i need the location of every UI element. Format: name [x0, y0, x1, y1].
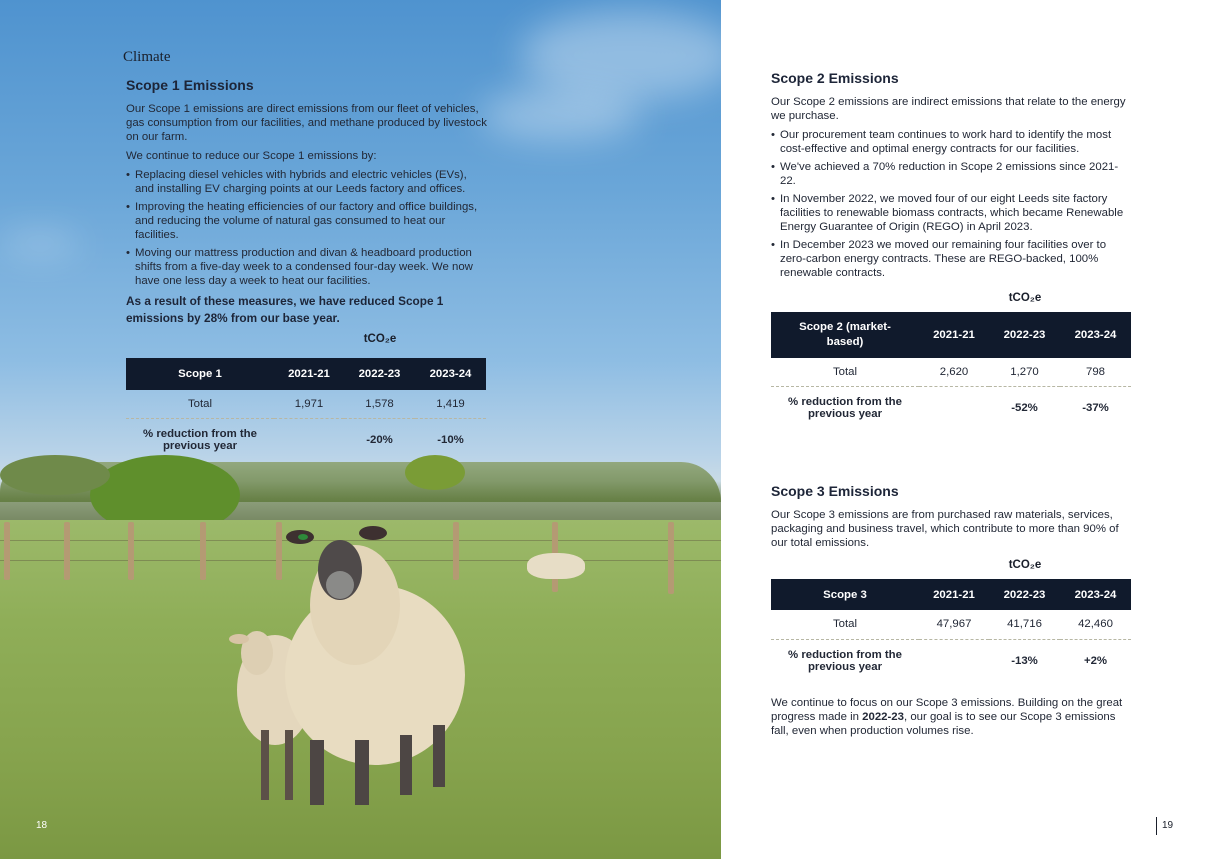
scope1-bullet-list [126, 168, 488, 288]
table-header-cell: 2022-23 [1003, 588, 1046, 601]
scope2-table [771, 312, 1131, 430]
scope1-unit: tCO₂e [363, 333, 397, 345]
table-header-cell: 2022-23 [1003, 329, 1046, 341]
distant-sheep [527, 553, 585, 579]
scope3-closing-bold: 2022-23 [862, 711, 904, 723]
scope2-intro: Our Scope 2 emissions are indirect emissions that relate to the energy we purchase. [771, 96, 1126, 122]
table-header-cell: 2022-23 [358, 368, 401, 380]
table-cell: -20% [366, 434, 393, 447]
scope1-bullet: • Improving the heating efficiencies of our factory and office buildings, and reducing the volume of natural gas consumed to heat our facilities. [126, 200, 488, 242]
scope1-section [126, 77, 488, 327]
table-cell: -13% [1011, 655, 1038, 668]
table-cell: Total [771, 610, 919, 639]
table-cell: 42,460 [1060, 610, 1131, 639]
table-row [771, 386, 1131, 430]
scope3-closing-pre: We continue to focus on our Scope 3 emissions. Building on the great progress made in [771, 697, 1123, 723]
table-cell: 1,971 [274, 390, 344, 418]
table-cell [274, 418, 344, 462]
scope2-bullet: • In November 2022, we moved four of our eight Leeds site factory facilities to renewable biomass contracts, which became Renewable Energy Guarantee of Origin (REGO) in April 2023. [771, 192, 1131, 234]
table-cell: +2% [1083, 655, 1108, 668]
table-row [126, 418, 486, 462]
scope3-closing-post: , our goal is to see our Scope 3 emissions fall, even when production volumes rise. [771, 711, 1116, 737]
table-cell [919, 386, 989, 430]
scope1-intro: Our Scope 1 emissions are direct emissions from our fleet of vehicles, gas consumption from our facilities, and methane produced by livestock on our farm. [126, 103, 487, 143]
table-cell: 1,419 [415, 390, 486, 418]
scope2-heading: Scope 2 Emissions [771, 70, 899, 86]
scope2-bullet: • Our procurement team continues to work hard to identify the most cost-effective and optimal energy contracts for our facilities. [771, 128, 1131, 156]
scope1-bullet: • Moving our mattress production and divan & headboard production shifts from a five-day week to a condensed four-day week. We now have one less day a week to heat our facilities. [126, 246, 488, 288]
table-header-cell: 2021-21 [933, 588, 975, 601]
table-cell: % reduction from the previous year [788, 396, 902, 421]
page-number-left: 18 [36, 820, 48, 831]
table-header-cell: 2023-24 [1074, 329, 1117, 341]
table-header-cell: 2021-21 [288, 368, 330, 380]
scope2-bullet: • In December 2023 we moved our remaining four facilities over to zero-carbon energy contracts. These are REGO-backed, 100% renewable contracts. [771, 238, 1131, 280]
scope1-bullet: • Replacing diesel vehicles with hybrids and electric vehicles (EVs), and installing EV charging points at our Leeds factory and offices. [126, 168, 488, 196]
table-cell: 1,270 [989, 358, 1060, 386]
table-row [771, 610, 1131, 639]
table-cell: 798 [1060, 358, 1131, 386]
table-header-cell: 2023-24 [1074, 588, 1117, 601]
table-cell: -10% [437, 434, 464, 447]
table-row [771, 358, 1131, 386]
table-cell: Total [126, 390, 274, 418]
scope3-table [771, 579, 1131, 683]
scope1-table [126, 358, 486, 462]
table-cell: 2,620 [919, 358, 989, 386]
scope1-result: As a result of these measures, we have reduced Scope 1 emissions by 28% from our base year. [126, 294, 444, 325]
table-header-cell: Scope 1 [178, 368, 222, 380]
sheep-illustration [205, 515, 475, 815]
scope3-unit: tCO₂e [1008, 559, 1042, 571]
scope3-intro: Our Scope 3 emissions are from purchased raw materials, services, packaging and business travel, which contribute to more than 90% of our total emissions. [771, 509, 1119, 549]
scope2-unit: tCO₂e [1008, 292, 1042, 304]
table-header-cell: Scope 3 [823, 588, 867, 601]
table-cell: Total [771, 358, 919, 386]
table-cell: % reduction from the previous year [143, 428, 257, 453]
scope3-closing [771, 696, 1131, 738]
scope2-section [771, 70, 1131, 285]
scope3-section [771, 483, 1131, 555]
table-row [126, 390, 486, 418]
scope3-heading: Scope 3 Emissions [771, 483, 899, 499]
table-header-cell: 2021-21 [933, 329, 975, 341]
page-number-right: 19 [1156, 817, 1173, 835]
table-cell: -37% [1082, 402, 1109, 415]
table-header-cell: Scope 2 (market-based) [799, 321, 891, 348]
table-row [771, 639, 1131, 683]
scope1-lead: We continue to reduce our Scope 1 emissions by: [126, 150, 377, 162]
table-header-cell: 2023-24 [429, 368, 472, 380]
table-cell: -52% [1011, 402, 1038, 415]
table-cell: 1,578 [344, 390, 415, 418]
scope2-bullet: • We've achieved a 70% reduction in Scope 2 emissions since 2021-22. [771, 160, 1131, 188]
table-cell: % reduction from the previous year [788, 649, 902, 674]
table-cell: 41,716 [989, 610, 1060, 639]
scope2-bullet-list [771, 128, 1131, 280]
table-cell [919, 639, 989, 683]
section-label: Climate [123, 49, 171, 65]
scope1-heading: Scope 1 Emissions [126, 77, 254, 93]
table-cell: 47,967 [919, 610, 989, 639]
